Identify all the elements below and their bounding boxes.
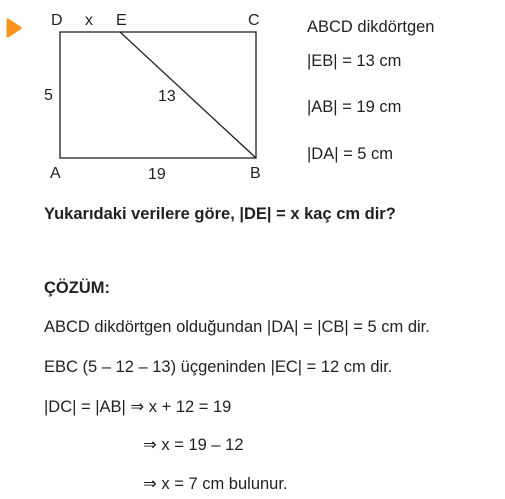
- vertex-e-label: E: [116, 12, 127, 29]
- problem-marker-icon: [8, 20, 20, 36]
- solution-line-5: ⇒ x = 7 cm bulunur.: [143, 475, 288, 493]
- solution-line-4: ⇒ x = 19 – 12: [143, 436, 244, 454]
- vertex-c-label: C: [248, 12, 260, 29]
- vertex-a-label: A: [50, 165, 61, 182]
- given-item-da: |DA| = 5 cm: [307, 145, 394, 163]
- given-item-ab: |AB| = 19 cm: [307, 98, 402, 116]
- solution-line-3: |DC| = |AB| ⇒ x + 12 = 19: [44, 398, 232, 416]
- segment-ab-label: 19: [148, 166, 166, 183]
- solution-heading: ÇÖZÜM:: [44, 279, 110, 297]
- vertex-d-label: D: [51, 12, 63, 29]
- segment-da-label: 5: [44, 87, 53, 104]
- segment-eb-label: 13: [158, 88, 176, 105]
- vertex-b-label: B: [250, 165, 261, 182]
- segment-de-label: x: [85, 12, 93, 29]
- solution-line-1: ABCD dikdörtgen olduğundan |DA| = |CB| = 5 cm dir.: [44, 318, 430, 336]
- solution-line-2: EBC (5 – 12 – 13) üçgeninden |EC| = 12 cm dir.: [44, 358, 393, 376]
- question-text: Yukarıdaki verilere göre, |DE| = x kaç cm dir?: [44, 205, 396, 223]
- given-title: ABCD dikdörtgen: [307, 18, 435, 36]
- given-item-eb: |EB| = 13 cm: [307, 52, 402, 70]
- segment-eb: [120, 32, 256, 158]
